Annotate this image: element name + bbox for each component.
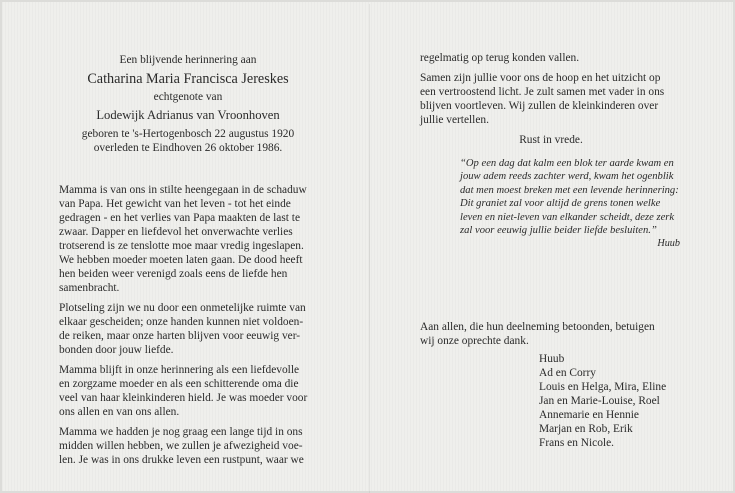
death-line: overleden te Eindhoven 26 oktober 1986.	[93, 142, 283, 154]
quote-line: “Op een dag dat kalm een blok ter aarde kwam en	[460, 158, 674, 169]
signatories-list	[539, 352, 689, 450]
paragraph	[59, 425, 317, 467]
husband-name: Lodewijk Adrianus van Vroonhoven	[96, 108, 280, 122]
text-line: midden willen hebben, we zullen je afwezigheid voe-	[59, 440, 303, 452]
text-line: bonden door jouw liefde.	[59, 344, 174, 356]
text-line: samenbracht.	[59, 282, 120, 294]
thanks-block	[420, 320, 682, 348]
signatory: Marjan en Rob, Erik	[539, 423, 633, 435]
spouse-label: echtgenote van	[153, 91, 223, 103]
text-line: ons allen en van ons allen.	[59, 406, 180, 418]
text-line: jullie vertellen.	[420, 114, 489, 126]
paragraph	[420, 71, 682, 127]
text-line: Plotseling zijn we nu door een onmetelijke ruimte van	[59, 302, 306, 314]
quote-line: leven en niet-leven van elkander scheidt, deze zerk	[460, 211, 675, 223]
text-line: elkaar gescheiden; onze handen kunnen niet voldoen-	[59, 316, 304, 328]
text-line: Mamma is van ons in stilte heengegaan in de schaduw	[59, 184, 307, 196]
memorial-card	[2, 2, 733, 491]
paragraph	[59, 363, 317, 419]
text-line: We hebben moeder moeten laten gaan. De dood heeft	[59, 254, 303, 266]
text-line: veel van haar kleinkinderen hield. Je was moeder voor	[59, 392, 308, 404]
text-line: wij onze oprechte dank.	[420, 335, 529, 347]
signatory: Annemarie en Hennie	[539, 409, 639, 421]
left-text-body	[59, 183, 317, 473]
text-line: trotserend is ze tenslotte moe maar vredig ingeslapen.	[59, 240, 304, 252]
card-fold	[369, 4, 370, 493]
text-line: Mamma blijft in onze herinnering als een liefdevolle	[59, 364, 300, 376]
quote-line: Dit graniet zal voor altijd de grens tonen welke	[460, 198, 661, 210]
text-line: Aan allen, die hun deelneming betoonden, betuigen	[420, 321, 655, 333]
text-line: de reiken, maar onze harten blijven voor eeuwig ver-	[59, 330, 301, 342]
rest-in-peace: Rust in vrede.	[519, 134, 583, 146]
text-line: regelmatig op terug konden vallen.	[420, 52, 580, 64]
text-line: Samen zijn jullie voor ons de hoop en het uitzicht op	[420, 72, 661, 84]
quote-line: dat men moest breken met een levende herinnering:	[460, 184, 679, 196]
text-line: blijven voortleven. Wij zullen de kleinkinderen over	[420, 100, 659, 112]
signatory: Louis en Helga, Mira, Eline	[539, 381, 667, 393]
signatory: Huub	[539, 353, 565, 365]
text-line: zwaar. Dapper en liefdevol het onverwachte verlies	[59, 226, 293, 238]
paragraph	[59, 183, 317, 295]
signatory: Frans en Nicole.	[539, 437, 614, 449]
right-text-body	[420, 51, 682, 147]
intro-line: Een blijvende herinnering aan	[119, 54, 257, 66]
quote-author: Huub	[657, 238, 680, 250]
text-line: van Papa. Het gewicht van het leven - tot het einde	[59, 198, 291, 210]
quote-line: zal voor eeuwig jullie beider liefde besluiten.”	[460, 225, 657, 237]
header-block	[59, 53, 317, 155]
signatory: Ad en Corry	[539, 367, 596, 379]
signatory: Jan en Marie-Louise, Roel	[539, 395, 660, 407]
text-line: hen beiden weer verenigd zoals eens de liefde hen	[59, 268, 288, 280]
text-line: len. Je was in ons drukke leven een rustpunt, waar we	[59, 454, 304, 466]
text-line: een vertroostend licht. Je zult samen met vader in ons	[420, 86, 665, 98]
birth-line: geboren te 's-Hertogenbosch 22 augustus 1920	[81, 128, 295, 140]
quote-block	[460, 157, 682, 251]
text-line: gedragen - en het verlies van Papa maakten de last te	[59, 212, 300, 224]
deceased-name: Catharina Maria Francisca Jereskes	[87, 71, 289, 87]
paragraph	[420, 51, 682, 65]
paragraph	[59, 301, 317, 357]
quote-line: jouw adem reeds zachter werd, kwam het ogenblik	[460, 171, 674, 183]
text-line: Mamma we hadden je nog graag een lange tijd in ons	[59, 426, 303, 438]
text-line: en zorgzame moeder en als een schitterende oma die	[59, 378, 299, 390]
